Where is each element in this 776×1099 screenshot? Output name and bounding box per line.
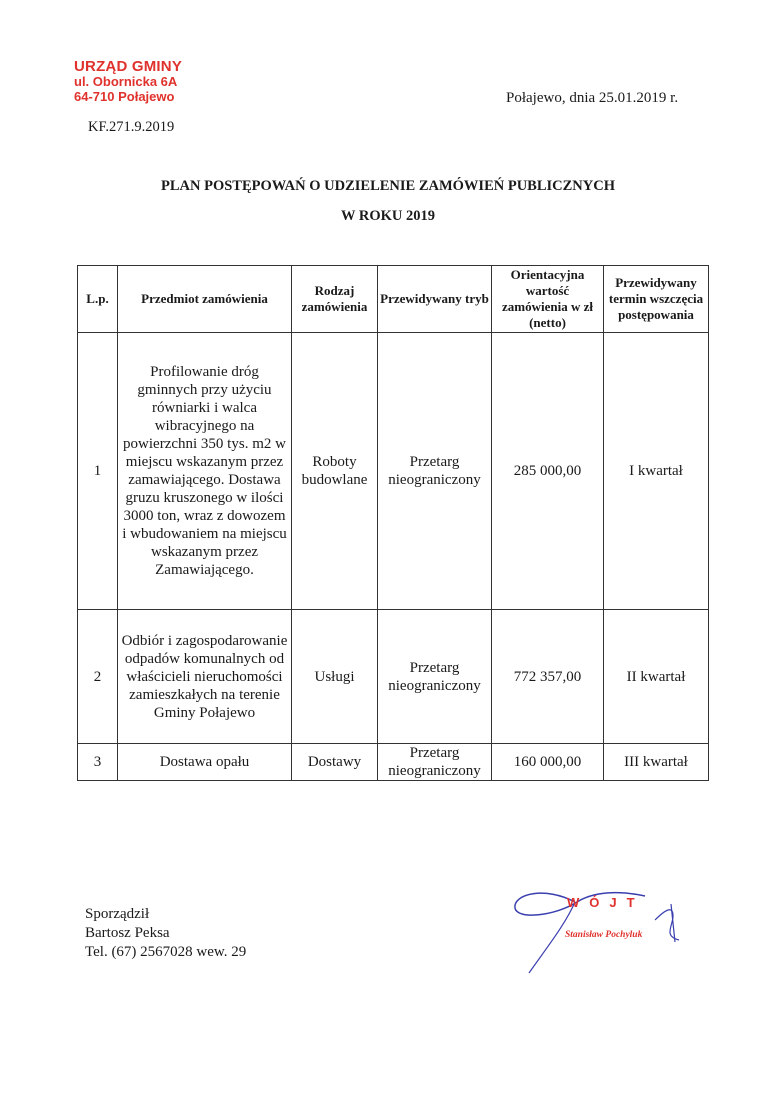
prepared-by-phone: Tel. (67) 2567028 wew. 29 [85, 944, 247, 960]
signature-stamp [505, 880, 695, 985]
col-header-value: Orientacyjna wartość zamówienia w zł (netto) [492, 266, 604, 333]
cell-lp: 1 [78, 333, 118, 610]
cell-term: III kwartał [604, 744, 709, 781]
cell-term: II kwartał [604, 610, 709, 744]
cell-lp: 2 [78, 610, 118, 744]
cell-term: I kwartał [604, 333, 709, 610]
stamp-street: ul. Obornicka 6A [74, 74, 178, 89]
document-date: Połajewo, dnia 25.01.2019 r. [506, 90, 679, 106]
stamp-postal: 64-710 Połajewo [74, 89, 175, 104]
cell-subject: Profilowanie dróg gminnych przy użyciu równiarki i walca wibracyjnego na powierzchni 350 tys. m2 w miejscu wskazanym przez zamawiającego. Dostawa gruzu kruszonego w ilości 3000 ton, wraz z dowozem i wbudowaniem na miejscu wskazanym przez Zamawiającego. [118, 333, 292, 610]
col-header-lp: L.p. [78, 266, 118, 333]
reference-number: KF.271.9.2019 [88, 119, 175, 135]
cell-subject: Odbiór i zagospodarowanie odpadów komunalnych od właścicieli nieruchomości zamieszkałych na terenie Gminy Połajewo [118, 610, 292, 744]
table-header-row [78, 266, 709, 333]
document-subtitle: W ROKU 2019 [341, 208, 435, 224]
procurement-table [77, 265, 709, 781]
stamp-official-name: Stanisław Pochyluk [565, 930, 643, 940]
stamp-title: WÓJT [567, 895, 645, 910]
table-row [78, 744, 709, 781]
col-header-mode: Przewidywany tryb [378, 266, 492, 333]
table-row [78, 333, 709, 610]
document-title: PLAN POSTĘPOWAŃ O UDZIELENIE ZAMÓWIEŃ PUBLICZNYCH [161, 178, 615, 194]
office-stamp [74, 59, 182, 104]
prepared-by-block [85, 905, 246, 962]
prepared-by-label: Sporządził [85, 906, 150, 922]
cell-type: Roboty budowlane [292, 333, 378, 610]
cell-type: Dostawy [292, 744, 378, 781]
cell-type: Usługi [292, 610, 378, 744]
table-row [78, 610, 709, 744]
col-header-subject: Przedmiot zamówienia [118, 266, 292, 333]
prepared-by-name: Bartosz Peksa [85, 925, 170, 941]
cell-mode: Przetarg nieograniczony [378, 744, 492, 781]
cell-value: 285 000,00 [492, 333, 604, 610]
col-header-type: Rodzaj zamówienia [292, 266, 378, 333]
cell-subject: Dostawa opału [118, 744, 292, 781]
col-header-term: Przewidywany termin wszczęcia postępowania [604, 266, 709, 333]
cell-mode: Przetarg nieograniczony [378, 333, 492, 610]
signature-scribble-icon [505, 880, 695, 980]
cell-lp: 3 [78, 744, 118, 781]
cell-value: 160 000,00 [492, 744, 604, 781]
cell-value: 772 357,00 [492, 610, 604, 744]
stamp-office-name: URZĄD GMINY [74, 58, 183, 75]
cell-mode: Przetarg nieograniczony [378, 610, 492, 744]
